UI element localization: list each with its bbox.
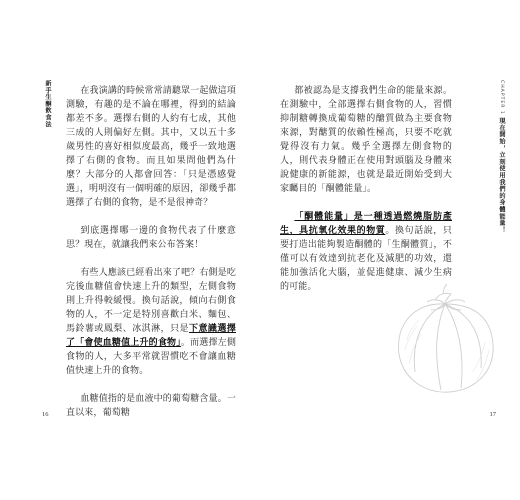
body-text: 到底選擇哪一邊的食物代表了什麼意思？現在，就讓我們來公布答案！ — [66, 226, 236, 250]
paragraph-gap — [66, 210, 236, 224]
body-text: 都被認為是支撐我們生命的能量來源。在測驗中，全部選擇右側食物的人，習慣抑制糖轉換成葡萄糖的醣質做為主要食物來源，對醣質的依賴性極高，只要不吃就覺得沒有力氣。幾乎全選擇左側食物的人，則代表身體正在使用對頭腦及身體來說健康的新能源，也就是最近開始受到大家矚目的「酮體能量」。 — [280, 86, 452, 194]
body-text: 有些人應該已經看出來了吧？右側是吃完後血糖值會快速上升的類型，左側食物則上升得較緩慢。換句話說，傾向右側食物的人，不一定是特別喜歡白米、麵包、馬鈴薯或鳳梨、冰淇淋，只是 — [66, 268, 236, 334]
left-page-number: 16 — [42, 411, 49, 418]
body-text: 。換句話說，只要打造出能夠製造酮體的「生酮體質」，不僅可以有效達到抗老化及減肥的功效，還能加強活化大腦，並促進健康、減少生病的可能。 — [280, 226, 452, 292]
tomato-illustration — [385, 280, 505, 400]
body-paragraph — [66, 392, 236, 420]
body-paragraph — [66, 266, 236, 378]
right-running-head — [482, 80, 504, 233]
left-running-head — [40, 80, 50, 128]
left-page — [40, 80, 250, 418]
body-text: 血糖值指的是血液中的葡萄糖含量。一直以來，葡萄糖 — [66, 394, 236, 418]
body-paragraph — [66, 224, 236, 252]
emphasized-text: 「酮體能量」是一種透過燃燒脂肪產生，具抗氧化效果的物質 — [280, 212, 452, 236]
right-page-number: 17 — [489, 411, 496, 418]
emphasized-text: 下意識選擇了「會使血糖值上升的食物」 — [66, 324, 236, 348]
left-running-head-title: 新手生酮飲食法 — [44, 80, 51, 128]
body-text: 在我演講的時候常常請聽眾一起做這項測驗，有趣的是不論在哪裡，得到的結論都差不多。選擇右側的人約有七成，其他三成的人則偏好左側。其中，又以五十多歲男性的喜好相似度最高，幾乎一致地選擇了右側的食物。而且如果問他們為什麼？大部分的人都會回答：「只是憑感覺選」，明明沒有一個明確的原因，卻幾乎都選擇了右側的食物，是不是很神奇？ — [66, 86, 236, 208]
paragraph-gap — [280, 196, 452, 210]
left-page-body — [66, 84, 236, 420]
right-page-body — [280, 84, 452, 294]
body-text: 。而選擇左側食物的人，大多平常就習慣吃不會讓血糖值快速上升的食物。 — [66, 338, 237, 376]
paragraph-gap — [66, 378, 236, 392]
body-paragraph — [280, 84, 452, 196]
body-paragraph — [66, 84, 236, 210]
chapter-label: CHAPTER 1 — [499, 80, 504, 115]
right-page — [270, 80, 505, 418]
right-running-head-title: 現在開始，立刻使用我們的身體能量！ — [498, 117, 505, 234]
paragraph-gap — [66, 252, 236, 266]
